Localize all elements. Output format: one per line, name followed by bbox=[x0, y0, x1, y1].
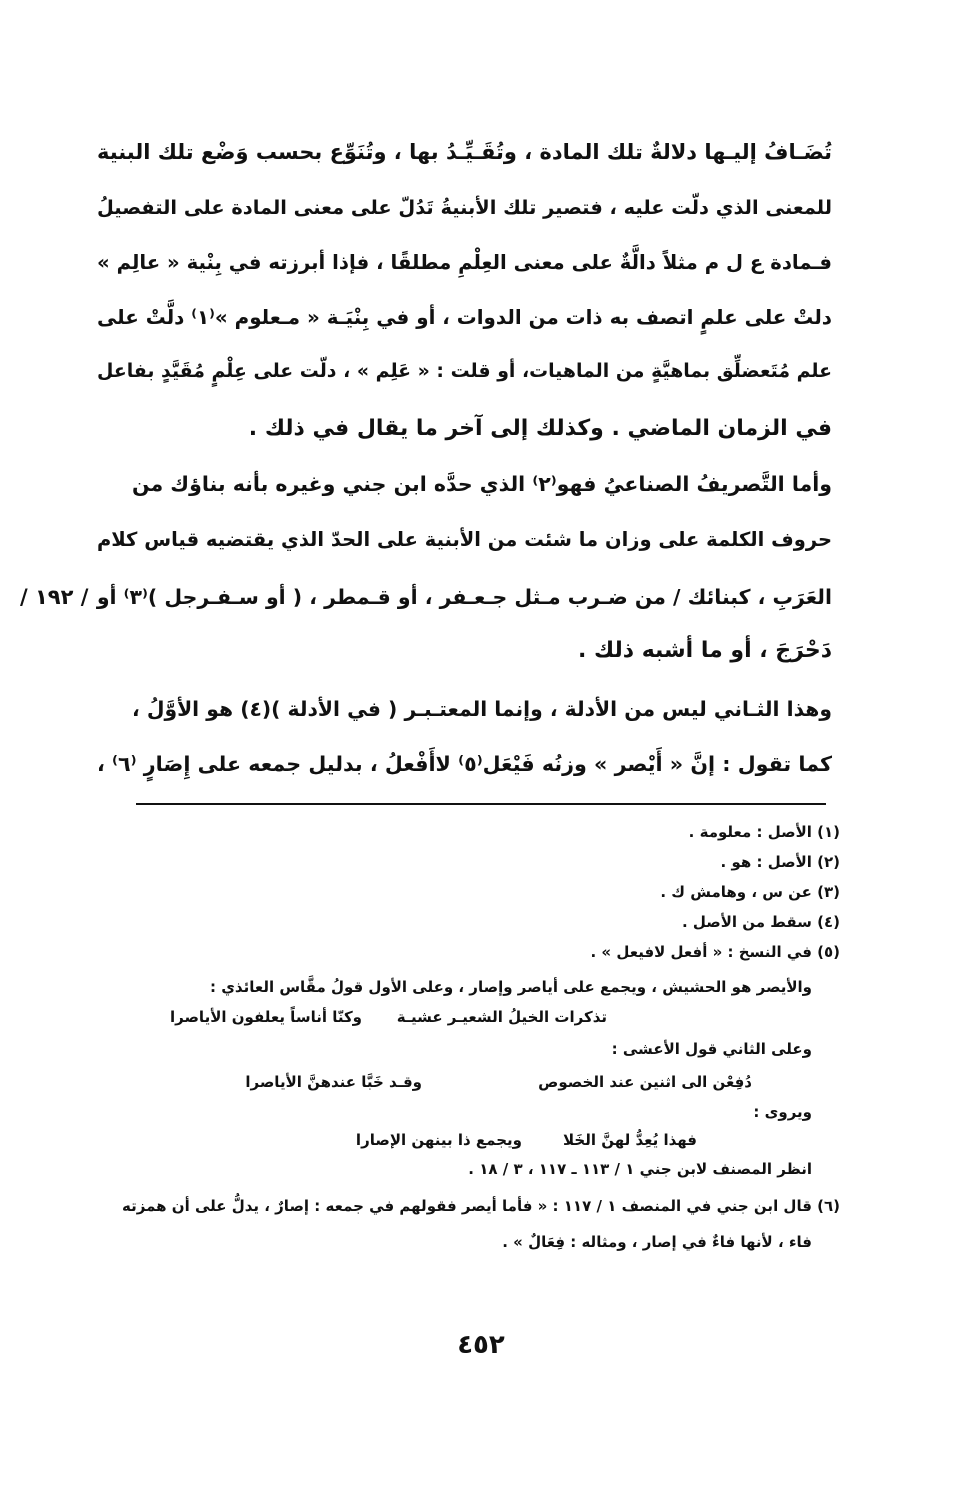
footnote-6-line-2: فاء ، لأنها فاءٌ في إصار ، ومثاله : فِعَالٌ » . bbox=[502, 1233, 812, 1251]
body-line-9: العَرَبِ ، كبنائك / من ضـرب مـثل جـعـفر ، أو قـمطر ، ( أو سـفـرجل )⁽٣⁾ أو bbox=[96, 585, 832, 609]
footnote-5-text-1: والأيصر هو الحشيش ، ويجمع على أياصر وإصار ، وعلى الأول قولُ مقَّاس العائذي : bbox=[209, 978, 812, 996]
body-line-8: حروف الكلمة على وزان ما شئت من الأبنية على الحدّ الذي يقتضيه قياس كلام bbox=[97, 528, 832, 551]
verse-1-second-hemistich: وكنّا أناساً يعلفون الأياصرا bbox=[169, 1008, 362, 1026]
margin-page-reference: / ١٩٢ / bbox=[20, 585, 89, 609]
page-number: ٤٥٢ bbox=[457, 1330, 505, 1360]
footnote-5-text-3: ويروى : bbox=[753, 1103, 812, 1121]
footnote-3: (٣) عن س ، وهامش ك . bbox=[660, 883, 840, 901]
footnote-2: (٢) الأصل : هو . bbox=[720, 853, 840, 871]
footnote-separator bbox=[136, 803, 826, 805]
body-line-10: دَحْرَجَ ، أو ما أشبه ذلك . bbox=[578, 638, 832, 663]
verse-3-second-hemistich: ويجمع ذا بينهن الإصارا bbox=[355, 1131, 522, 1149]
body-line-7: وأما التَّصريفُ الصناعيُ فهو⁽٢⁾ الذي حدَّه ابن جني وغيره بأنه بناؤك من bbox=[132, 472, 832, 496]
verse-3-first-hemistich: فهذا يُعِدُّ لهنَّ الخَلا bbox=[563, 1131, 697, 1149]
body-line-6: في الزمان الماضي . وكذلك إلى آخر ما يقال في ذلك . bbox=[248, 416, 832, 441]
verse-1-first-hemistich: تذكرات الخيلُ الشعيـر عشيـة bbox=[396, 1008, 607, 1026]
footnote-1: (١) الأصل : معلومة . bbox=[688, 823, 840, 841]
footnote-4: (٤) سقط من الأصل . bbox=[681, 913, 840, 931]
body-line-12: كما تقول : إنَّ « أَيْصر » وزنُه فَيْعَل⁽٥⁾ لاأَفْعلُ ، بدليل جمعه على إِصَارٍ ⁽٦⁾ ، bbox=[97, 752, 832, 776]
verse-2-second-hemistich: وقـد خَبَّا عندهنَّ الأياصرا bbox=[245, 1073, 422, 1091]
body-line-5: علم مُتَعضلِّق بماهيَّةٍ من الماهيات، أو قلت : « عَلِم » ، دلّت على عِلْمٍ مُقَيَّدٍ بفاعل bbox=[97, 360, 832, 382]
body-line-2: للمعنى الذي دلّت عليه ، فتصير تلك الأبنيةُ تَدُلّ على معنى المادة على التفصيلُ bbox=[97, 196, 832, 219]
verse-2-first-hemistich: دُفِعْن الى اثنين عند الخصوص bbox=[538, 1073, 752, 1091]
body-line-11: وهذا الثـاني ليس من الأدلة ، وإنما المعتـبـر ( في الأدلة )(٤) هو الأوَّلُ ، bbox=[132, 697, 832, 721]
footnote-5-text-4: انظر المصنف لابن جني ١ / ١١٣ ـ ١١٧ ، ٣ / ١٨ . bbox=[468, 1160, 812, 1178]
body-line-4: دلتْ على علمٍ اتصف به ذات من الدوات ، أو في بِنْيَـة « مـعلوم »⁽١⁾ دلَّتْ على bbox=[97, 306, 832, 329]
footnote-5: (٥) في النسخ : « أفعل لافيعل » . bbox=[590, 943, 840, 961]
footnote-6-line-1: (٦) قال ابن جني في المنصف ١ / ١١٧ : « فأما أيصر فقولهم في جمعه : إصارٌ ، يدلُّ على أن همزته bbox=[122, 1197, 840, 1215]
body-line-1: تُضَـافُ إليـها دلالةٌ تلك المادة ، وتُقَـيِّـدُ بها ، وتُنَوِّع بحسب وَضْع تلك البنية bbox=[97, 140, 832, 164]
footnote-5-text-2: وعلى الثاني قول الأعشى : bbox=[611, 1040, 812, 1058]
body-line-3: فـمادة ع ل م مثلاً دالَّةٌ على معنى العِلْمِ مطلقًا ، فإذا أبرزته في بِنْية « عالِم » bbox=[97, 251, 832, 274]
